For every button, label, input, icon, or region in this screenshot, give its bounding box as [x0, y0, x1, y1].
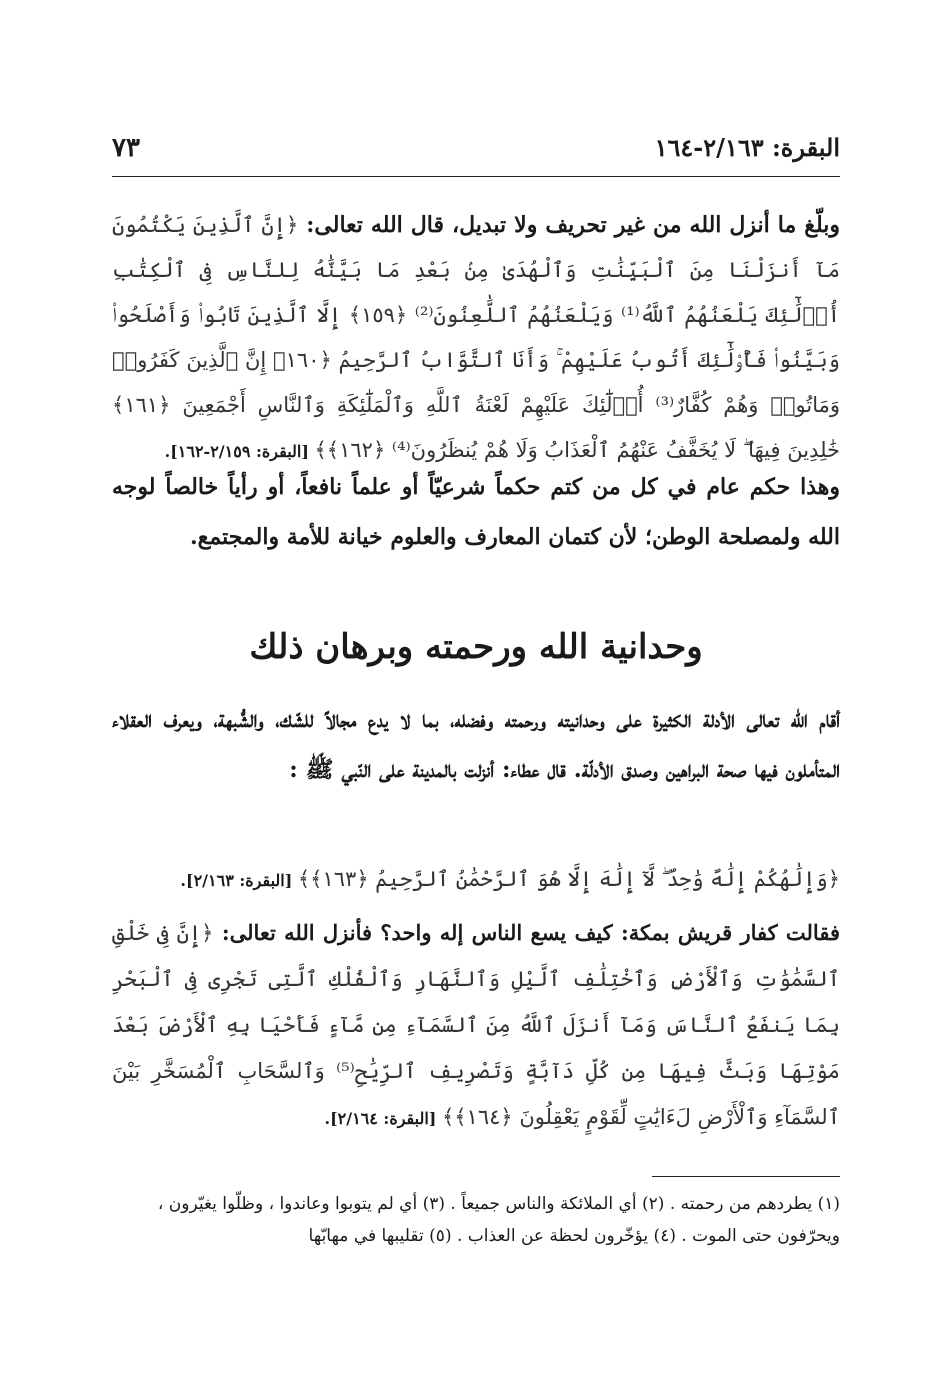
signs-paragraph: أقام الله تعالى الأدلة الكثيرة على وحدانيته ورحمته وفضله، بما لا يدع مجالاً للشّك، والشُّبهة، ويعرف العقلاء المتأملون فيها صحة البراهين وصدق الأدلّة. قال عطاء: أنزلت بالمدينة على النّبي ﷺ :: [112, 706, 840, 783]
verse-reference: [البقرة: ٢/١٥٩-١٦٢].: [164, 442, 315, 461]
intro-paragraph: [112, 203, 840, 474]
footnote-line: ويحرّفون حتى الموت . (٤) يؤخّرون لحظة عن العذاب . (٥) تقليبها في مهابّها: [308, 1226, 840, 1246]
quraysh-lead: فقالت كفار قريش بمكة: كيف يسع الناس إله واحد؟ فأنزل الله تعالى:: [213, 920, 840, 945]
footnote-rule: [652, 1176, 840, 1177]
footnotes: [112, 1188, 840, 1252]
footnote-line: (١) يطردهم من رحمته . (٢) أي الملائكة والناس جميعاً . (٣) أي لم يتوبوا وعاندوا ، وظلّوا يغيّرون ،: [157, 1194, 840, 1214]
verse-reference: [البقرة: ٢/١٦٤].: [324, 1109, 442, 1128]
page-number: ٧٣: [112, 133, 140, 163]
verse-163-block: [112, 857, 840, 903]
page-header: [112, 128, 840, 168]
quraysh-paragraph: [112, 910, 840, 1142]
intro-lead: وبلّغ ما أنزل الله من غير تحريف ولا تبديل، قال الله تعالى:: [298, 212, 840, 238]
header-rule: [112, 176, 840, 177]
quran-verse-163: ﴿وَإِلَٰهُكُمْ إِلَٰهٌ وَٰحِدٌ ۖ لَّآ إِلَٰهَ إِلَّا هُوَ ٱلرَّحْمَٰنُ ٱلرَّحِيمُ ﴿١٦٣﴾﴾: [297, 867, 840, 891]
verse-reference: [البقرة: ٢/١٦٣].: [180, 871, 298, 890]
section-title: وحدانية الله ورحمته وبرهان ذلك: [249, 627, 703, 667]
running-head: البقرة: ٢/١٦٣-١٦٤: [654, 133, 840, 162]
quran-verses-159-162: ﴿إِنَّ ٱلَّذِينَ يَكْتُمُونَ مَآ أَنزَلْنَا مِنَ ٱلْبَيِّنَٰتِ وَٱلْهُدَىٰ مِنۢ بَعْدِ مَا بَيَّنَّٰهُ لِلنَّاسِ فِى ٱلْكِتَٰبِ أُو۟لَٰٓئِكَ يَلْعَنُهُمُ ٱللَّهُ⁽¹⁾ وَيَلْعَنُهُمُ ٱللَّٰعِنُونَ⁽²⁾ ﴿١٥٩﴾ إِلَّا ٱلَّذِينَ تَابُوا۟ وَأَصْلَحُوا۟ وَبَيَّنُوا۟ فَأُو۟لَٰٓئِكَ أَتُوبُ عَلَيْهِمْ ۚ وَأَنَا ٱلتَّوَّابُ ٱلرَّحِيمُ ﴿١٦٠﴾ إِنَّ ٱلَّذِينَ كَفَرُوا۟ وَمَاتُوا۟ وَهُمْ كُفَّارٌ⁽³⁾ أُو۟لَٰٓئِكَ عَلَيْهِمْ لَعْنَةُ ٱللَّهِ وَٱلْمَلَٰٓئِكَةِ وَٱلنَّاسِ أَجْمَعِينَ ﴿١٦١﴾ خَٰلِدِينَ فِيهَا ۖ لَا يُخَفَّفُ عَنْهُمُ ٱلْعَذَابُ وَلَا هُمْ يُنظَرُونَ⁽⁴⁾ ﴿١٦٢﴾﴾: [112, 213, 841, 462]
quran-verse-164: ﴿إِنَّ فِى خَلْقِ ٱلسَّمَٰوَٰتِ وَٱلْأَرْضِ وَٱخْتِلَٰفِ ٱلَّيْلِ وَٱلنَّهَارِ وَٱلْفُلْكِ ٱلَّتِى تَجْرِى فِى ٱلْبَحْرِ بِمَا يَنفَعُ ٱلنَّاسَ وَمَآ أَنزَلَ ٱللَّهُ مِنَ ٱلسَّمَآءِ مِن مَّآءٍ فَأَحْيَا بِهِ ٱلْأَرْضَ بَعْدَ مَوْتِهَا وَبَثَّ فِيهَا مِن كُلِّ دَآبَّةٍ وَتَصْرِيفِ ٱلرِّيَٰحِ⁽⁵⁾ وَٱلسَّحَابِ ٱلْمُسَخَّرِ بَيْنَ ٱلسَّمَآءِ وَٱلْأَرْضِ لَءَايَٰتٍ لِّقَوْمٍ يَعْقِلُونَ ﴿١٦٤﴾﴾: [112, 921, 840, 1129]
general-ruling-paragraph: وهذا حكم عام في كل من كتم حكماً شرعيّاً أو علماً نافعاً، أو رأياً خالصاً لوجه الله ولمصلحة الوطن؛ لأن كتمان المعارف والعلوم خيانة للأمة والمجتمع.: [112, 474, 840, 550]
